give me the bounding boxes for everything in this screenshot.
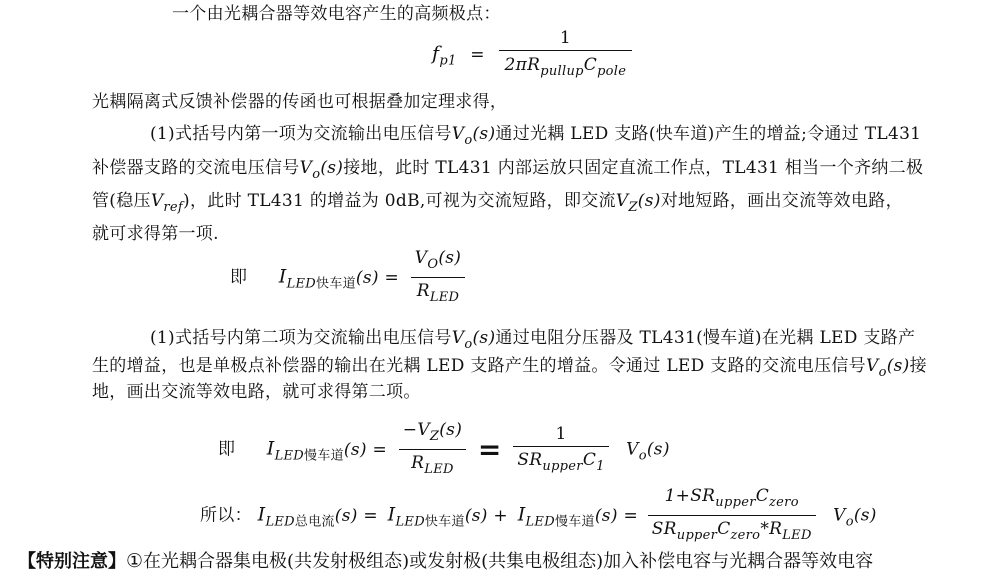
eq3-prefix: 即 — [218, 439, 236, 460]
eq1-lhs: f — [432, 42, 440, 65]
para3-l2-post: 接地，此时 TL431 内部运放只固定直流工作点，TL431 相当一个齐纳二极 — [343, 158, 924, 178]
eq1-equals: = — [470, 44, 485, 65]
eq1-fraction — [499, 28, 633, 82]
para4-l2-arg: (s) — [886, 356, 910, 376]
para3-line1 — [150, 124, 921, 151]
para4-line3 — [92, 382, 421, 402]
para2-text: 光耦隔离式反馈补偿器的传函也可根据叠加定理求得， — [92, 92, 508, 112]
eq2-lhs-subzh: 快车道 — [316, 276, 356, 292]
eq2-den-r: R — [416, 281, 430, 301]
eq1-den — [499, 50, 633, 82]
special-note — [18, 550, 873, 573]
para3-l3-sub2: Z — [628, 200, 638, 215]
para3-l1-var: V — [451, 124, 465, 144]
para3-line3 — [92, 191, 903, 218]
eq2-lhs-sub: LED — [286, 276, 317, 292]
eq2-num-arg: (s) — [438, 248, 462, 268]
eq4-lhs: I — [257, 503, 266, 526]
eq3-f2-den-c: C — [582, 449, 597, 470]
eq4-fraction — [648, 486, 816, 546]
eq3-f1-num — [399, 420, 466, 449]
eq4-t2: I — [517, 503, 526, 526]
eq4-t1: I — [387, 503, 396, 526]
para3-l3-var: V — [150, 191, 164, 211]
para3-line4 — [92, 224, 219, 244]
para3-l2-pre: 补偿器支路的交流电压信号 — [92, 158, 300, 178]
eq4-den-sub1: upper — [676, 528, 718, 543]
eq4-tail-arg: (s) — [853, 505, 877, 526]
para4-l3: 地，画出交流等效电路，就可求得第二项。 — [92, 382, 421, 402]
para4-l1-post: 通过电阻分压器及 TL431(慢车道)在光耦 LED 支路产 — [495, 328, 916, 348]
eq4-t1-sub: LED — [395, 514, 425, 530]
eq4-t2-arg: (s) = — [594, 505, 638, 526]
eq3-f1-den — [399, 449, 466, 480]
eq4-den-c: C — [717, 519, 731, 539]
para3-l1-arg: (s) — [472, 124, 496, 144]
para3-l3-var2: V — [615, 191, 629, 211]
equation-slow-lane — [218, 420, 670, 480]
para4-l1-pre: (1)式括号内第二项为交流输出电压信号 — [150, 328, 452, 348]
eq1-den-sub1: pullup — [540, 64, 584, 79]
eq3-lhs: I — [266, 437, 275, 460]
para3-l2-var: V — [299, 158, 313, 178]
para4-l2-sub: o — [878, 365, 887, 380]
para4-l1-arg: (s) — [472, 328, 496, 348]
eq4-t2-sub: LED — [525, 514, 555, 530]
eq4-num-pre: 1+SR — [664, 486, 716, 506]
eq3-tail-v: V — [626, 439, 639, 460]
eq4-t1-subzh: 快车道 — [424, 514, 465, 530]
para3-l3-post: 对地短路，画出交流等效电路， — [660, 191, 903, 211]
eq2-den — [411, 277, 465, 308]
eq4-tail-sub: o — [845, 514, 854, 530]
paragraph-superposition — [92, 92, 507, 112]
eq4-den-star: *R — [760, 519, 783, 539]
para3-l3-mid: )，此时 TL431 的增益为 0dB,可视为交流短路，即交流 — [183, 191, 616, 211]
para3-l4: 就可求得第一项. — [92, 224, 219, 244]
eq3-arg: (s) = — [343, 439, 388, 460]
eq2-num-sub: O — [427, 257, 439, 272]
eq1-den-sub2: pole — [597, 64, 627, 79]
eq1-lhs-sub: p1 — [439, 53, 457, 69]
eq3-f1-num-v: −V — [402, 420, 430, 440]
para4-l1-sub: o — [464, 337, 473, 352]
eq3-f2-den-sub2: 1 — [596, 458, 605, 474]
note-circle-number: ① — [126, 550, 144, 572]
para4-l1-var: V — [451, 328, 465, 348]
eq3-fraction2 — [513, 424, 608, 477]
eq4-num — [648, 486, 816, 515]
eq4-num-sub2: zero — [769, 495, 799, 510]
eq2-num-v: V — [414, 248, 428, 268]
para3-l2-sub: o — [312, 167, 321, 182]
eq2-fraction — [411, 248, 465, 308]
eq4-t2-subzh: 慢车道 — [554, 514, 595, 530]
eq4-den-pre: SR — [651, 519, 677, 539]
para4-line2 — [92, 356, 927, 383]
para4-l2-var: V — [865, 356, 879, 376]
para3-l1-post: 通过光耦 LED 支路(快车道)产生的增益;令通过 TL431 — [495, 124, 922, 144]
eq4-num-c: C — [755, 486, 770, 506]
eq3-f2-den — [513, 446, 608, 477]
eq4-arg: (s) = — [334, 505, 378, 526]
eq1-den-pre: 2πR — [504, 55, 541, 75]
eq4-den — [648, 515, 816, 546]
para3-l1-pre: (1)式括号内第一项为交流输出电压信号 — [150, 124, 452, 144]
eq4-den-sub3: LED — [782, 528, 812, 543]
eq3-f1-den-sub: LED — [424, 462, 454, 477]
eq4-prefix: 所以： — [200, 505, 252, 526]
eq3-f2-den-sub1: upper — [542, 458, 583, 474]
para3-l2-arg: (s) — [320, 158, 344, 178]
eq4-t1-arg: (s) + — [464, 505, 508, 526]
eq2-num — [411, 248, 465, 277]
para3-l1-sub: o — [464, 133, 473, 148]
eq2-arg: (s) = — [355, 267, 400, 288]
paragraph-high-freq-pole — [172, 4, 501, 24]
eq3-equals: = — [477, 433, 502, 466]
eq3-f1-den-r: R — [411, 453, 425, 473]
eq3-f1-num-sub: Z — [429, 429, 440, 444]
eq3-fraction1 — [399, 420, 466, 480]
eq3-f2-den-pre: SR — [517, 449, 543, 470]
eq2-lhs: I — [278, 265, 287, 288]
eq4-lhs-subzh: 总电流 — [294, 514, 335, 530]
eq3-lhs-sub: LED — [274, 448, 305, 464]
para3-l3-pre: 管(稳压 — [92, 191, 151, 211]
para4-line1 — [150, 328, 915, 355]
note-text: 在光耦合器集电极(共发射极组态)或发射极(共集电极组态)加入补偿电容与光耦合器等效电容 — [143, 551, 874, 572]
para4-l2-pre: 生的增益，也是单极点补偿器的输出在光耦 LED 支路产生的增益。令通过 LED 支路的交流电压信号 — [92, 356, 866, 376]
eq4-tail-v: V — [833, 505, 846, 526]
para1-text: 一个由光耦合器等效电容产生的高频极点： — [172, 4, 501, 24]
eq1-den-c: C — [583, 55, 598, 75]
eq3-tail-sub: o — [638, 448, 647, 464]
eq4-num-sub1: upper — [715, 495, 756, 510]
note-label: 【特别注意】 — [18, 551, 126, 572]
eq4-lhs-sub: LED — [265, 514, 295, 530]
equation-fp1 — [432, 28, 632, 82]
eq2-prefix: 即 — [230, 267, 248, 288]
para3-line2 — [92, 158, 923, 185]
eq1-num: 1 — [559, 28, 571, 48]
eq4-den-sub2: zero — [730, 528, 761, 543]
eq3-lhs-subzh: 慢车道 — [304, 448, 344, 464]
equation-fast-lane — [230, 248, 465, 308]
eq3-f2-num: 1 — [555, 423, 567, 444]
eq3-tail-arg: (s) — [646, 439, 670, 460]
equation-total-current — [200, 486, 877, 546]
eq2-den-sub: LED — [429, 290, 460, 305]
para4-l2-post: 接 — [909, 356, 927, 376]
para3-l3-arg2: (s) — [637, 191, 661, 211]
eq3-f1-num-arg: (s) — [439, 420, 463, 440]
para3-l3-sub: ref — [163, 200, 184, 215]
